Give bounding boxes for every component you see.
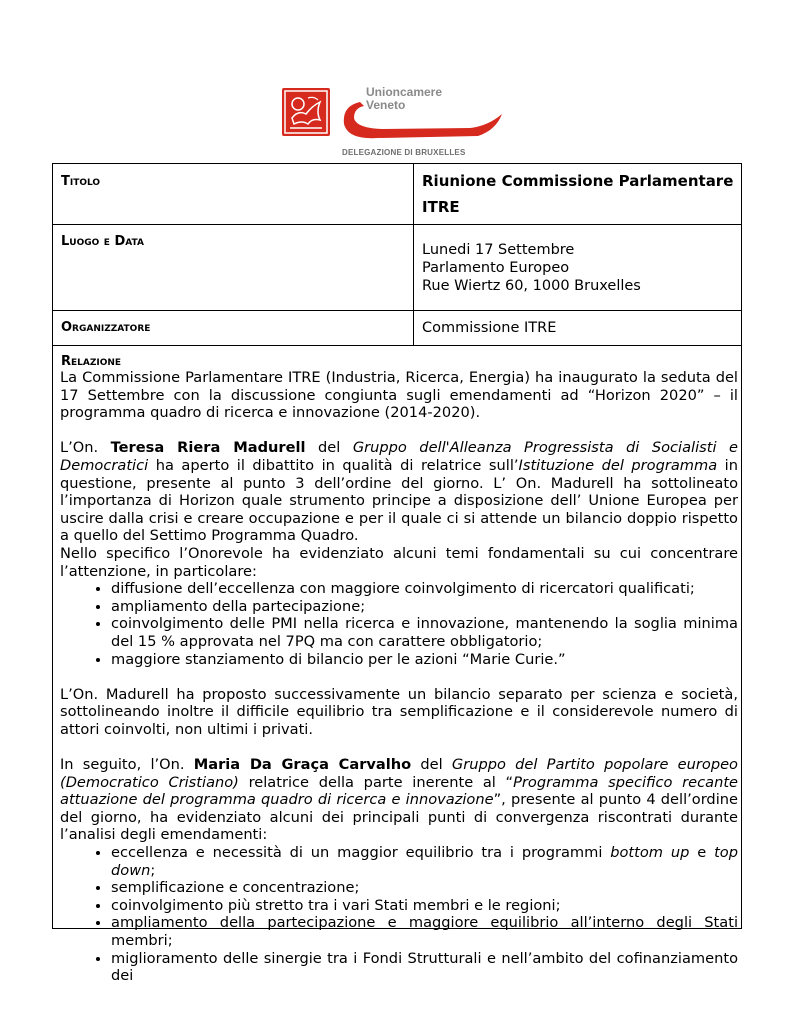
titolo-label: Titolo — [61, 174, 101, 189]
paragraph: In seguito, l’On. Maria Da Graça Carvalho del Gruppo del Partito popolare europeo (Democratico Cristiano) relatrice della parte inerente al “Programma specifico recante attuazione del programma quadro di ricerca e innovazione”, presente al punto 4 dell’ordine del giorno, ha evidenziato alcuni dei principali punti di convergenza riscontrati durante l’analisi degli emendamenti: — [60, 756, 739, 844]
list-item: • ampliamento della partecipazione; — [111, 598, 738, 616]
relazione-body — [60, 369, 738, 985]
titolo-value: Riunione Commissione Parlamentare ITRE — [422, 172, 734, 216]
luogo-data-label: Luogo e Data — [61, 234, 144, 249]
organizzatore-label: Organizzatore — [61, 320, 151, 335]
winged-lion-icon — [282, 88, 330, 136]
row-divider — [53, 345, 741, 346]
organizzatore-value: Commissione ITRE — [422, 320, 557, 336]
bullet-list — [60, 580, 738, 668]
paragraph: L’On. Teresa Riera Madurell del Gruppo dell'Alleanza Progressista di Socialisti e Democratici ha aperto il dibattito in qualità di relatrice sull’Istituzione del programma in questione, presente al punto 3 dell’ordine del giorno. L’ On. Madurell ha sottolineato l’importanza di Horizon quale strumento principe a disposizione dell’ Unione Europea per uscire dalla crisi e creare occupazione e per il quale ci si attende un bilancio doppio rispetto a quello del Settimo Programma Quadro. — [60, 439, 738, 545]
list-item: • semplificazione e concentrazione; — [111, 879, 738, 897]
column-divider — [413, 164, 414, 345]
paragraph: Nello specifico l’Onorevole ha evidenziato alcuni temi fondamentali su cui concentrare l’attenzione, in particolare: — [60, 544, 738, 580]
luogo-data-value: Lunedi 17 Settembre Parlamento Europeo Rue Wiertz 60, 1000 Bruxelles — [422, 242, 641, 294]
report-table — [52, 163, 742, 985]
row-divider — [53, 224, 741, 225]
paragraph: La Commissione Parlamentare ITRE (Industria, Ricerca, Energia) ha inaugurato la seduta del 17 Settembre con la discussione congiunta sugli emendamenti ad “Horizon 2020” – il programma quadro di ricerca e innovazione (2014-2020). — [60, 369, 738, 422]
unioncamere-logo — [282, 86, 512, 160]
list-item: • eccellenza e necessità di un maggior equilibrio tra i programmi bottom up e top down; — [111, 844, 738, 879]
list-item: • coinvolgimento più stretto tra i vari Stati membri e le regioni; — [111, 897, 738, 915]
logo-subtitle: DELEGAZIONE DI BRUXELLES — [342, 148, 466, 157]
org-name: Unioncamere Veneto — [366, 85, 443, 112]
list-item: • coinvolgimento delle PMI nella ricerca e innovazione, mantenendo la soglia minima del 15 % approvata nel 7PQ ma con carattere obbligatorio; — [111, 615, 738, 650]
list-item: • miglioramento delle sinergie tra i Fondi Strutturali e nell’ambito del cofinanziamento dei — [111, 950, 738, 985]
row-divider — [53, 310, 741, 311]
list-item: • diffusione dell’eccellenza con maggiore coinvolgimento di ricercatori qualificati; — [111, 580, 738, 598]
bullet-list — [60, 844, 738, 985]
list-item: • ampliamento della partecipazione e maggiore equilibrio all’interno degli Stati membri; — [111, 914, 738, 949]
list-item: • maggiore stanziamento di bilancio per le azioni “Marie Curie.” — [111, 651, 738, 669]
relazione-label: Relazione — [61, 354, 122, 369]
paragraph: L’On. Madurell ha proposto successivamente un bilancio separato per scienza e società, sottolineando inoltre il difficile equilibrio tra semplificazione e il considerevole numero di attori coinvolti, non ultimi i privati. — [60, 685, 738, 738]
